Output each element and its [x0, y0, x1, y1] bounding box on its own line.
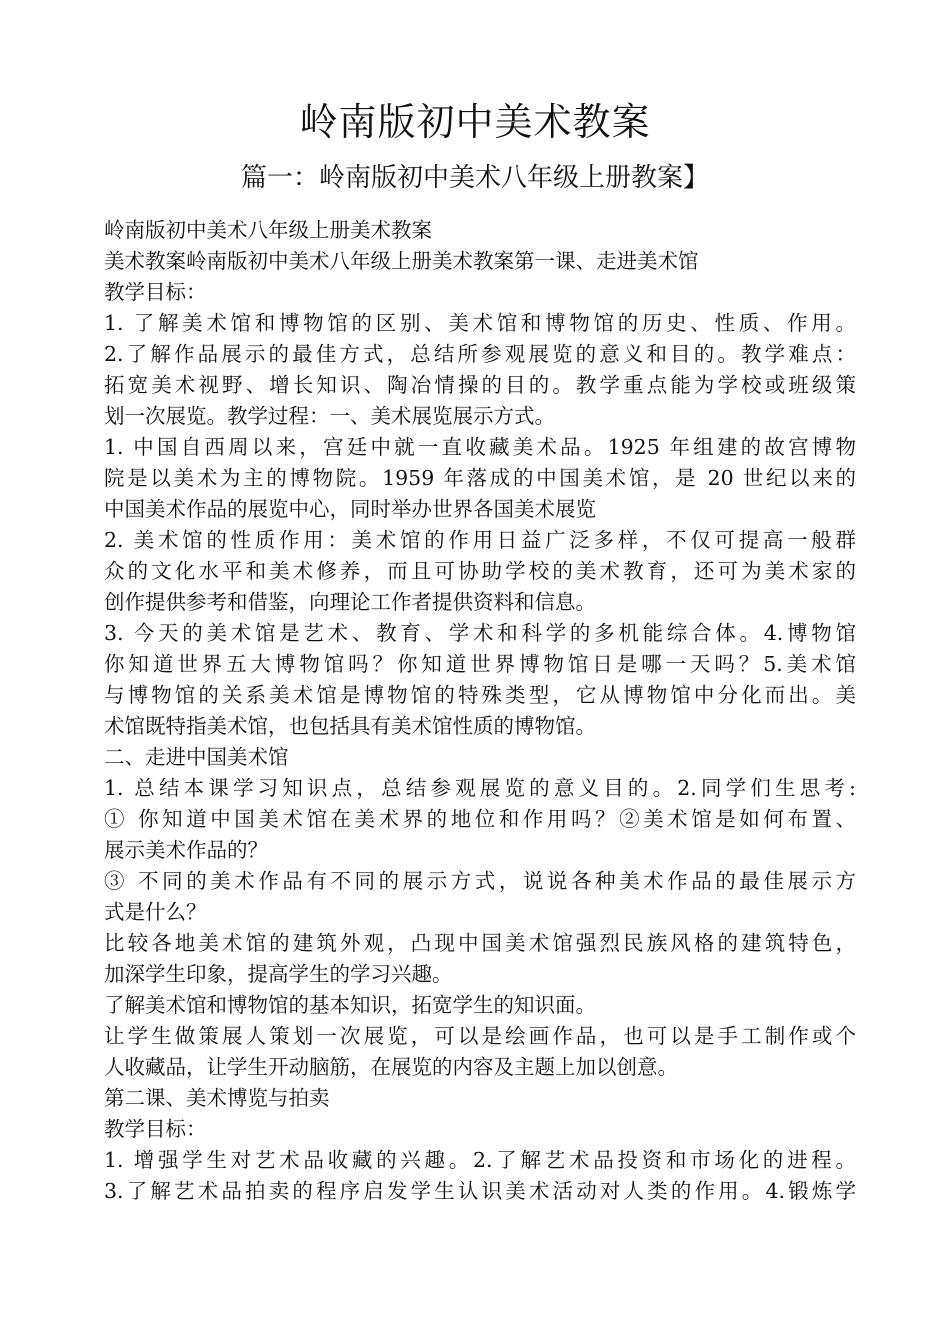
text-line: 比较各地美术馆的建筑外观，凸现中国美术馆强烈民族风格的建筑特色， [104, 931, 856, 955]
text-line: 你知道世界五大博物馆吗？你知道世界博物馆日是哪一天吗？5.美术馆 [104, 652, 856, 676]
text-line: 与博物馆的关系美术馆是博物馆的特殊类型，它从博物馆中分化而出。美 [104, 683, 856, 707]
text-line: 创作提供参考和借鉴，向理论工作者提供资料和信息。 [104, 590, 596, 614]
text-line: 第二课、美术博览与拍卖 [104, 1086, 330, 1110]
text-line: 二、走进中国美术馆 [104, 745, 289, 769]
text-line: 了解美术馆和博物馆的基本知识，拓宽学生的知识面。 [104, 993, 596, 1017]
text-line: 2. 美术馆的性质作用：美术馆的作用日益广泛多样，不仅可提高一般群 [104, 528, 856, 552]
document-title: 岭南版初中美术教案 [299, 100, 651, 144]
text-line: 加深学生印象，提高学生的学习兴趣。 [104, 962, 453, 986]
text-line: 中国美术作品的展览中心，同时举办世界各国美术展览 [104, 497, 596, 521]
text-line: 教学目标： [104, 1117, 207, 1141]
document-body [104, 215, 856, 1207]
text-line: 人收藏品，让学生开动脑筋，在展览的内容及主题上加以创意。 [104, 1055, 678, 1079]
text-line: 2.了解作品展示的最佳方式，总结所参观展览的意义和目的。教学难点： [104, 342, 856, 366]
text-line: 3.了解艺术品拍卖的程序启发学生认识美术活动对人类的作用。4.锻炼学 [104, 1179, 856, 1203]
text-line: 1. 总结本课学习知识点，总结参观展览的意义目的。2.同学们生思考: [104, 776, 856, 800]
text-line: 1. 中国自西周以来，宫廷中就一直收藏美术品。1925 年组建的故宫博物 [104, 435, 856, 459]
text-line: 3. 今天的美术馆是艺术、教育、学术和科学的多机能综合体。4.博物馆 [104, 621, 856, 645]
text-line: 划一次展览。教学过程：一、美术展览展示方式。 [104, 404, 555, 428]
text-line: 术馆既特指美术馆，也包括具有美术馆性质的博物馆。 [104, 714, 596, 738]
document-subtitle: 篇一：岭南版初中美术八年级上册教案】 [240, 163, 709, 193]
text-line: 院是以美术为主的博物院。1959 年落成的中国美术馆，是 20 世纪以来的 [104, 466, 856, 490]
text-line: 美术教案岭南版初中美术八年级上册美术教案第一课、走进美术馆 [104, 249, 699, 273]
text-line: 岭南版初中美术八年级上册美术教案 [104, 218, 432, 242]
text-line: 1. 了解美术馆和博物馆的区别、美术馆和博物馆的历史、性质、作用。 [104, 311, 856, 335]
text-line: 众的文化水平和美术修养，而且可协助学校的美术教育，还可为美术家的 [104, 559, 856, 583]
text-line: 式是什么？ [104, 900, 207, 924]
text-line: 拓宽美术视野、增长知识、陶冶情操的目的。教学重点能为学校或班级策 [104, 373, 856, 397]
text-line: 教学目标： [104, 280, 207, 304]
text-line: ① 你知道中国美术馆在美术界的地位和作用吗？②美术馆是如何布置、 [104, 807, 856, 831]
text-line: ③ 不同的美术作品有不同的展示方式，说说各种美术作品的最佳展示方 [104, 869, 856, 893]
text-line: 1. 增强学生对艺术品收藏的兴趣。2.了解艺术品投资和市场化的进程。 [104, 1148, 856, 1172]
text-line: 让学生做策展人策划一次展览，可以是绘画作品，也可以是手工制作或个 [104, 1024, 856, 1048]
text-line: 展示美术作品的？ [104, 838, 268, 862]
